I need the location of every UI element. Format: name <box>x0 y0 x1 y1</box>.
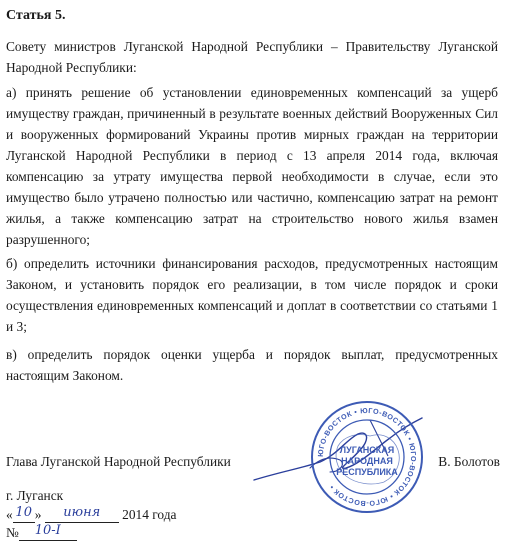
number-line <box>6 525 77 541</box>
stamp-center-line2: НАРОДНАЯ <box>341 456 393 466</box>
date-day-field <box>13 507 35 523</box>
number-field <box>19 525 77 541</box>
stamp-center-line3: РЕСПУБЛИКА <box>336 467 398 477</box>
date-month-field <box>45 507 119 523</box>
date-day-handwritten: 10 <box>15 505 32 520</box>
clause-a-paragraph: а) принять решение об установлении единовременных компенсаций за ущерб имуществу граждан, причиненный в результате военных действий Вооруженных Сил и вооруженных формирований Украины против мирных граждан на территории Луганской Народной Республики в период с 13 апреля 2014 года, включая компенсацию за утрату имущества первой необходимости в случае, если это имущество было утрачено полностью или частично, компенсацию затрат на ремонт жилья, а также компенсацию затрат на строительство нового жилья взамен разрушенного; <box>6 85 498 247</box>
stamp-ring-text: ЮГО-ВОСТОК • ЮГО-ВОСТОК • ЮГО-ВОСТОК • ЮГО-ВОСТОК • <box>315 405 419 509</box>
clause-b-paragraph: б) определить источники финансирования расходов, предусмотренных настоящим Законом, и установить порядок его реализации, в том числе порядок и сроки осуществления единовременных компенсаций и доплат в соответствии со статьями 1 и 3; <box>6 256 498 334</box>
clause-v-paragraph: в) определить порядок оценки ущерба и порядок выплат, предусмотренных настоящим Законом. <box>6 347 498 383</box>
signatory-name: В. Болотов <box>438 454 500 469</box>
date-line <box>6 507 176 523</box>
stamp-center-line1: ЛУГАНСКАЯ <box>339 445 395 455</box>
date-close-quote: » <box>34 507 42 522</box>
intro-paragraph: Совету министров Луганской Народной Республики – Правительству Луганской Народной Республики: <box>6 39 498 75</box>
signatory-title: Глава Луганской Народной Республики <box>6 454 231 469</box>
city-line: г. Луганск <box>6 488 64 503</box>
official-stamp <box>308 398 426 516</box>
article-title: Статья 5. <box>6 8 66 23</box>
number-handwritten: 10-I <box>34 523 61 538</box>
date-year: 2014 года <box>122 507 177 522</box>
date-month-handwritten: июня <box>63 505 101 520</box>
date-open-quote: « <box>6 507 13 522</box>
number-sign: № <box>6 525 19 540</box>
